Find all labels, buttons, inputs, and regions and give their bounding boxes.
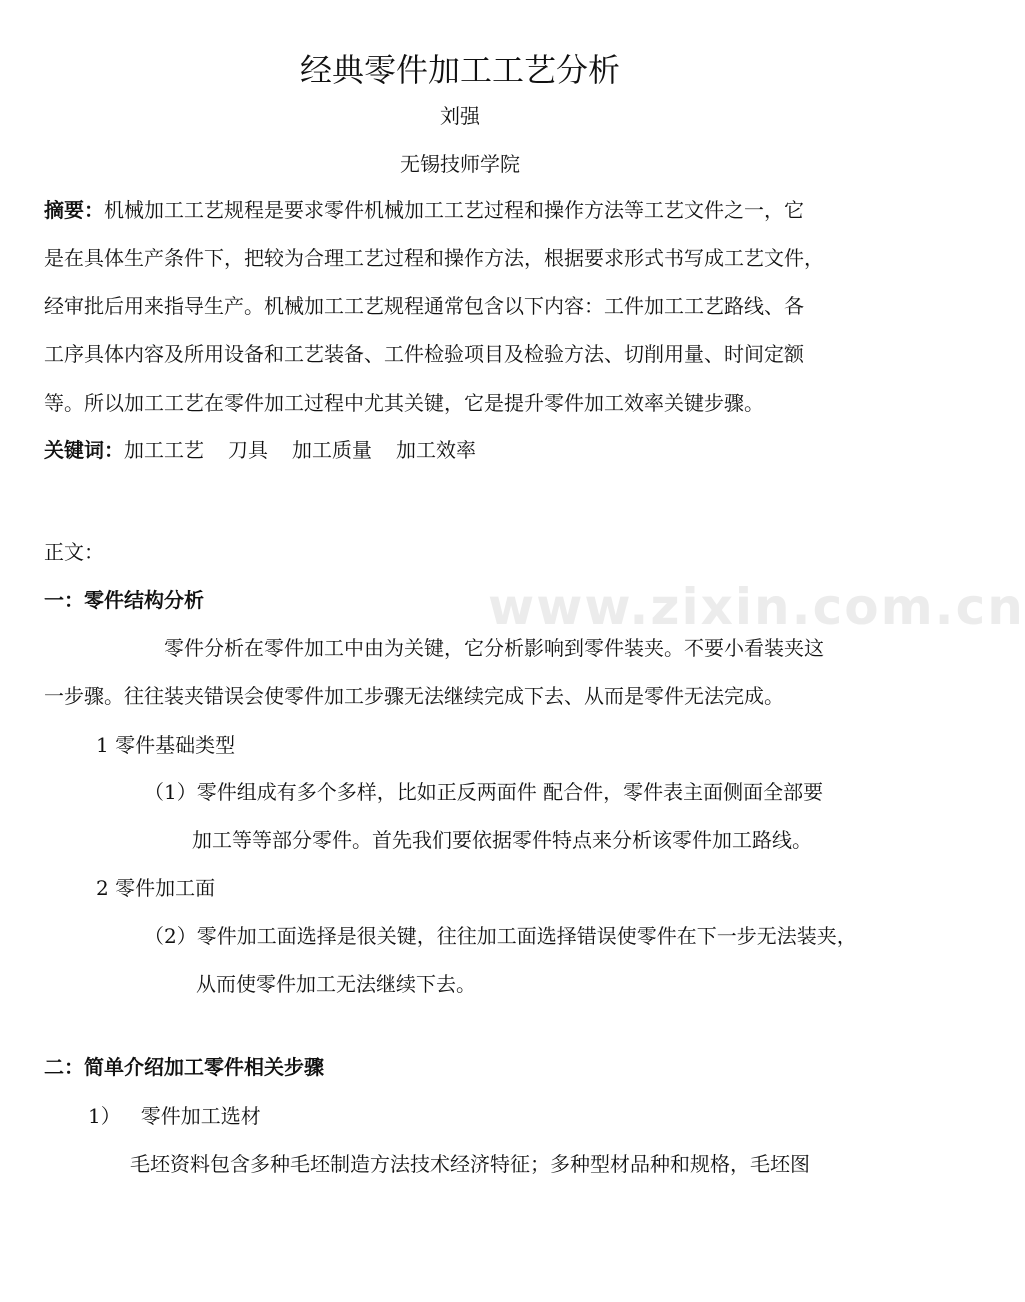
abstract-line-2: 是在具体生产条件下，把较为合理工艺过程和操作方法，根据要求形式书写成工艺文件， bbox=[44, 246, 824, 270]
keywords-line bbox=[44, 438, 476, 462]
section-1-heading: 一：零件结构分析 bbox=[44, 588, 204, 612]
abstract-line-5: 等。所以加工工艺在零件加工过程中尤其关键，它是提升零件加工效率关键步骤。 bbox=[44, 391, 764, 415]
keyword: 加工工艺 bbox=[124, 438, 204, 462]
subsection-1-heading: 1 零件基础类型 bbox=[96, 733, 236, 757]
abstract-line-1: 摘要：机械加工工艺规程是要求零件机械加工工艺过程和操作方法等工艺文件之一，它 bbox=[44, 198, 804, 222]
subsection-2-item-line-1: （2）零件加工面选择是很关键，往往加工面选择错误使零件在下一步无法装夹， bbox=[144, 924, 857, 948]
keyword: 刀具 bbox=[228, 438, 268, 462]
subsection-2-heading: 2 零件加工面 bbox=[96, 876, 216, 900]
section-2-heading: 二：简单介绍加工零件相关步骤 bbox=[44, 1055, 324, 1079]
subsection-2-item-line-2: 从而使零件加工无法继续下去。 bbox=[196, 972, 476, 996]
keyword: 加工质量 bbox=[292, 438, 372, 462]
watermark: www.zixin.com.cn bbox=[488, 578, 1025, 636]
section-2-para-line-1: 毛坯资料包含多种毛坯制造方法技术经济特征；多种型材品种和规格，毛坯图 bbox=[130, 1152, 810, 1176]
step-label: 零件加工选材 bbox=[140, 1104, 261, 1128]
section-1-para-line-1: 零件分析在零件加工中由为关键，它分析影响到零件装夹。不要小看装夹这 bbox=[164, 636, 824, 660]
abstract-line-3: 经审批后用来指导生产。机械加工工艺规程通常包含以下内容：工件加工工艺路线、各 bbox=[44, 294, 804, 318]
subsection-1-item-line-2: 加工等等部分零件。首先我们要依据零件特点来分析该零件加工路线。 bbox=[192, 828, 812, 852]
abstract-line-4: 工序具体内容及所用设备和工艺装备、工件检验项目及检验方法、切削用量、时间定额 bbox=[44, 342, 804, 366]
keyword: 加工效率 bbox=[396, 438, 476, 462]
keywords-label: 关键词： bbox=[44, 438, 124, 462]
step-1 bbox=[88, 1104, 261, 1128]
section-1-para-line-2: 一步骤。往往装夹错误会使零件加工步骤无法继续完成下去、从而是零件无法完成。 bbox=[44, 684, 784, 708]
abstract-label: 摘要： bbox=[44, 198, 104, 222]
author: 刘强 bbox=[440, 104, 480, 128]
subsection-1-item-line-1: （1）零件组成有多个多样，比如正反两面件 配合件，零件表主面侧面全部要 bbox=[144, 780, 824, 804]
body-label: 正文： bbox=[44, 540, 104, 564]
affiliation: 无锡技师学院 bbox=[400, 152, 520, 176]
document-title: 经典零件加工工艺分析 bbox=[299, 51, 620, 89]
step-number: 1） bbox=[88, 1104, 121, 1128]
